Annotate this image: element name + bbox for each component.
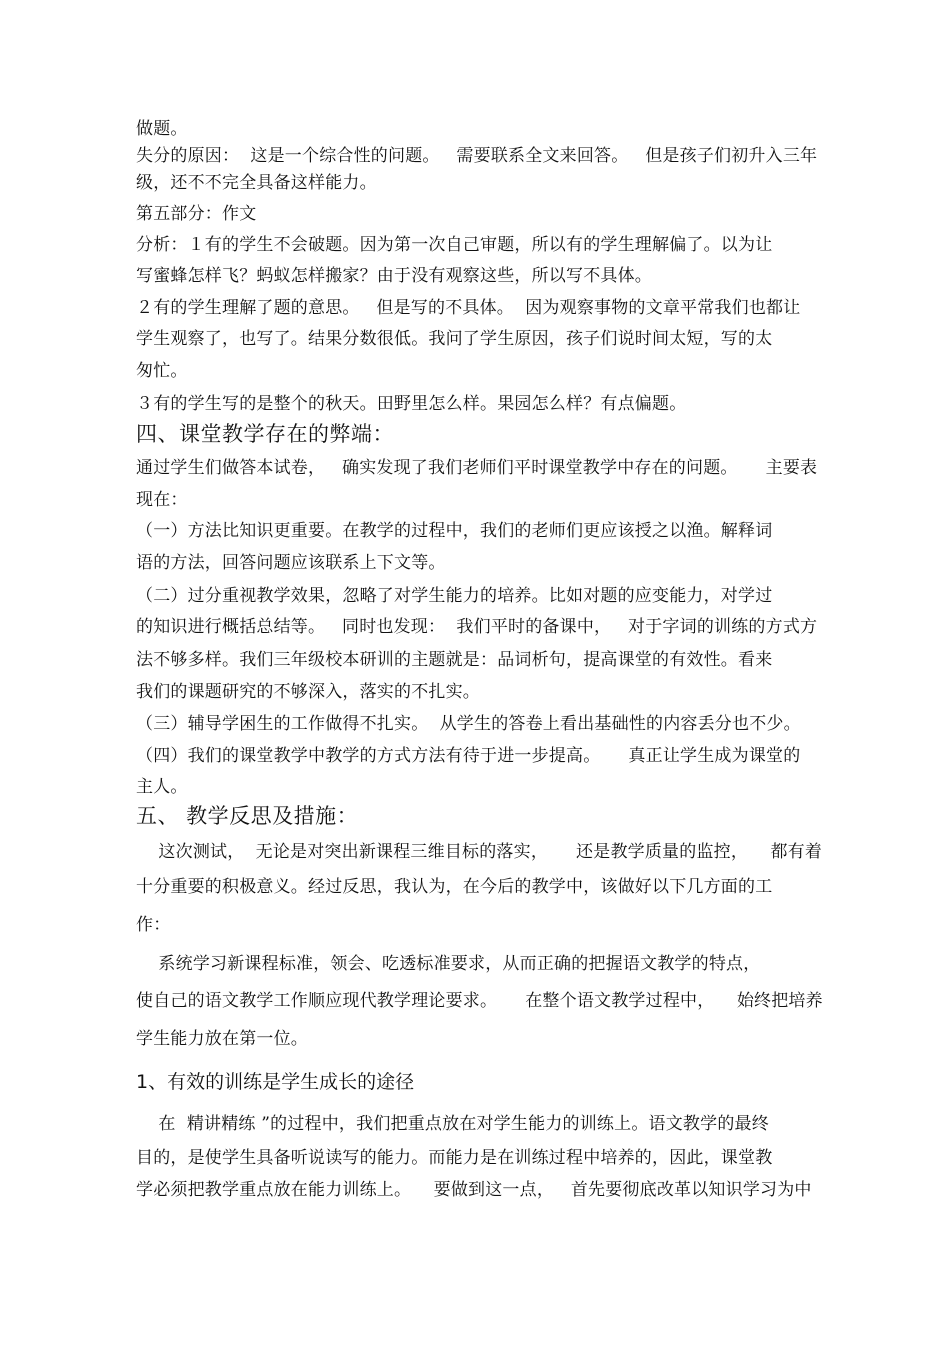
text-line: 分析：１有的学生不会破题。因为第一次自己审题，所以有的学生理解偏了。以为让 — [136, 235, 773, 255]
text-line: 写蜜蜂怎样飞？蚂蚁怎样搬家？由于没有观察这些，所以写不具体。 — [136, 266, 652, 286]
section-heading: 五、 教学反思及措施： — [136, 804, 359, 828]
text-line: 我们的课题研究的不够深入，落实的不扎实。 — [136, 682, 480, 702]
section-heading: 四、课堂教学存在的弊端： — [136, 422, 394, 446]
text-line: 法不够多样。我们三年级校本研训的主题就是：品词析句，提高课堂的有效性。看来 — [136, 650, 773, 670]
text-line: 在 精讲精练 ”的过程中，我们把重点放在对学生能力的训练上。语文教学的最终 — [136, 1114, 769, 1134]
text-line: 十分重要的积极意义。经过反思，我认为，在今后的教学中，该做好以下几方面的工 — [136, 877, 773, 897]
text-line: 语的方法，回答问题应该联系上下文等。 — [136, 553, 446, 573]
text-line: （三）辅导学困生的工作做得不扎实。 从学生的答卷上看出基础性的内容丢分也不少。 — [136, 714, 801, 734]
text-line: ２有的学生理解了题的意思。 但是写的不具体。 因为观察事物的文章平常我们也都让 — [136, 298, 801, 318]
text-line: ３有的学生写的是整个的秋天。田野里怎么样。果园怎么样？有点偏题。 — [136, 394, 687, 414]
text-line: 第五部分：作文 — [136, 204, 257, 224]
text-line: 这次测试， 无论是对突出新课程三维目标的落实， 还是教学质量的监控， 都有着 — [136, 842, 823, 862]
text-line: 通过学生们做答本试卷， 确实发现了我们老师们平时课堂教学中存在的问题。 主要表 — [136, 458, 818, 478]
text-line: 匆忙。 — [136, 361, 188, 381]
text-line: 学生观察了，也写了。结果分数很低。我问了学生原因，孩子们说时间太短，写的太 — [136, 329, 773, 349]
text-line: 系统学习新课程标准，领会、吃透标准要求，从而正确的把握语文教学的特点， — [136, 954, 761, 974]
text-line: （一）方法比知识更重要。在教学的过程中，我们的老师们更应该授之以渔。解释词 — [136, 521, 773, 541]
text-line: 学必须把教学重点放在能力训练上。 要做到这一点， 首先要彻底改革以知识学习为中 — [136, 1180, 812, 1200]
text-line: 作： — [136, 915, 171, 935]
text-line: 失分的原因： 这是一个综合性的问题。 需要联系全文来回答。 但是孩子们初升入三年 — [136, 146, 818, 166]
text-line: 的知识进行概括总结等。 同时也发现： 我们平时的备课中， 对于字词的训练的方式方 — [136, 617, 818, 637]
text-line: 目的，是使学生具备听说读写的能力。而能力是在训练过程中培养的，因此，课堂教 — [136, 1148, 773, 1168]
subsection-heading: 1、有效的训练是学生成长的途径 — [136, 1071, 415, 1093]
text-line: 现在： — [136, 490, 188, 510]
text-line: 主人。 — [136, 777, 188, 797]
text-line: 学生能力放在第一位。 — [136, 1029, 308, 1049]
text-line: 级，还不不完全具备这样能力。 — [136, 173, 377, 193]
text-line: （二）过分重视教学效果，忽略了对学生能力的培养。比如对题的应变能力，对学过 — [136, 586, 773, 606]
text-line: 做题。 — [136, 119, 188, 139]
text-line: 使自己的语文教学工作顺应现代教学理论要求。 在整个语文教学过程中， 始终把培养 — [136, 991, 823, 1011]
text-line: （四）我们的课堂教学中教学的方式方法有待于进一步提高。 真正让学生成为课堂的 — [136, 746, 801, 766]
